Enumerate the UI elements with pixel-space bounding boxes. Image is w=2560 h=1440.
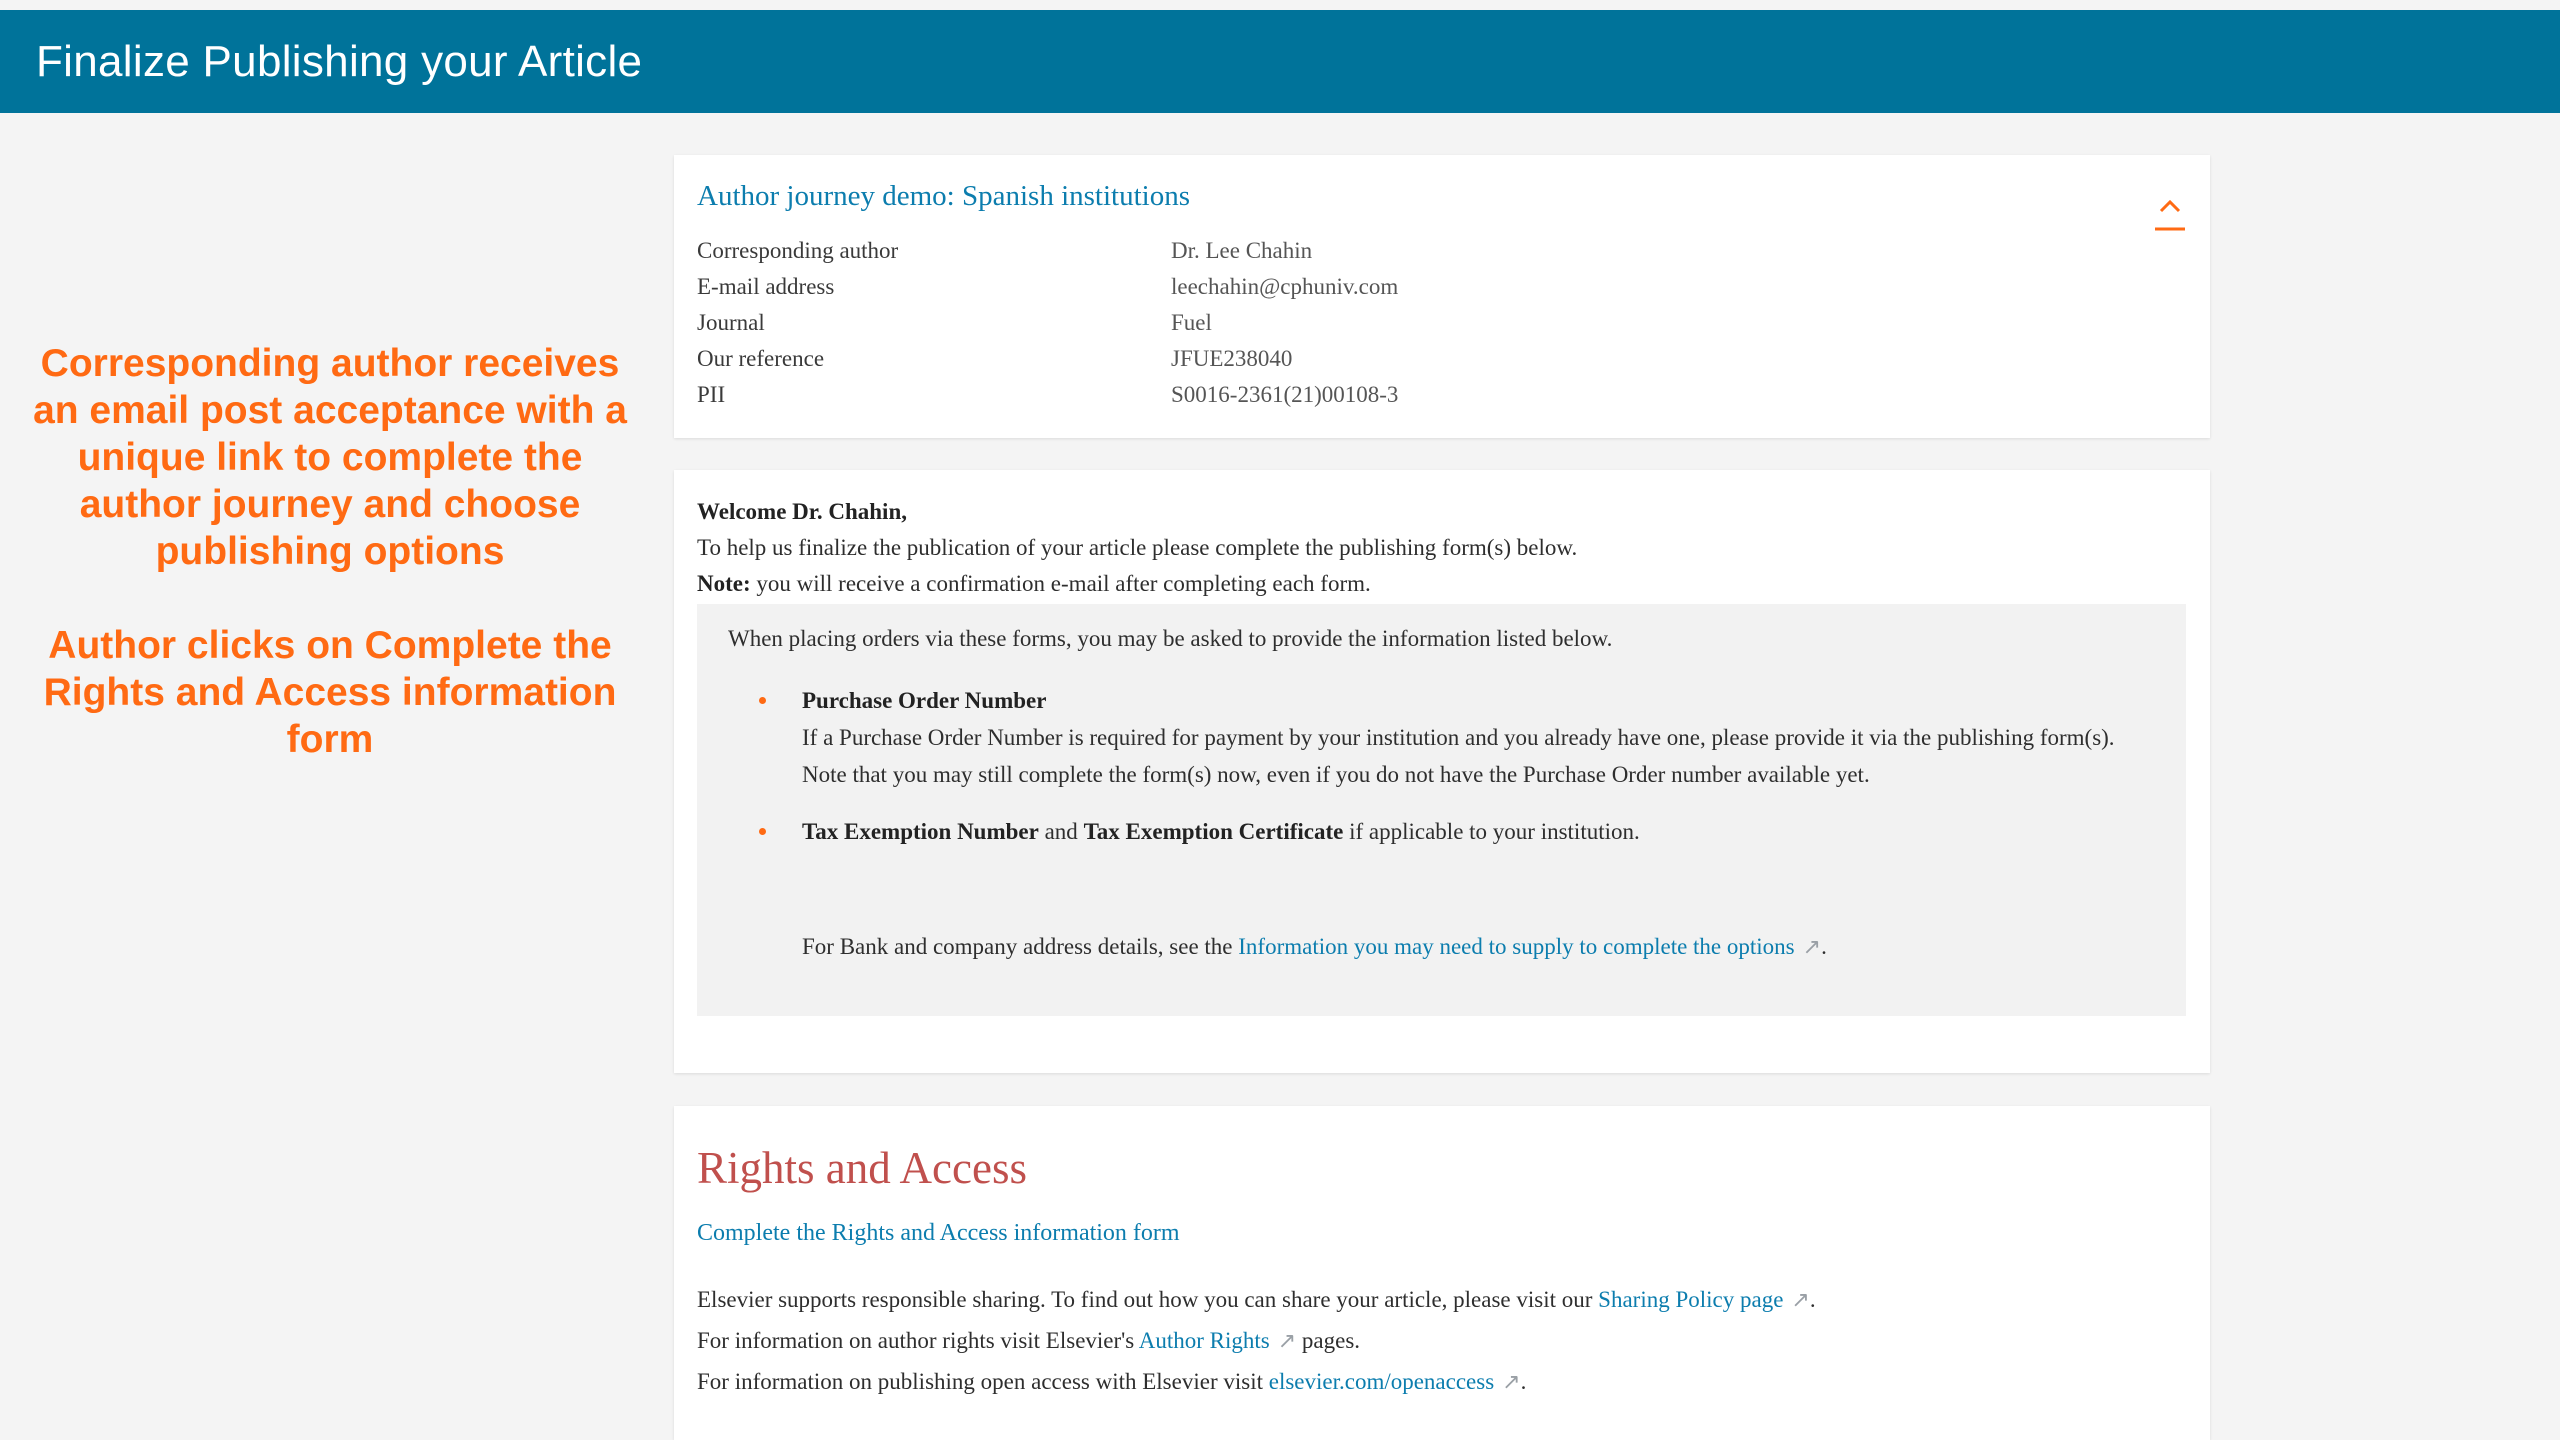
info-label: Our reference	[697, 346, 825, 371]
panel-intro: When placing orders via these forms, you may be asked to provide the information listed below.	[728, 626, 1613, 651]
info-label: E-mail address	[697, 274, 835, 299]
info-row-pii	[697, 377, 1398, 413]
info-value: Fuel	[1171, 310, 1212, 335]
external-link-icon[interactable]: ↗	[1277, 1329, 1297, 1354]
bank-details-line	[802, 934, 1827, 960]
info-label: PII	[697, 382, 726, 407]
order-info-panel	[697, 604, 2186, 1016]
bullet-title: Purchase Order Number	[802, 688, 1047, 713]
info-label: Corresponding author	[697, 238, 899, 263]
list-item-tax-exemption	[757, 813, 2157, 850]
complete-rights-form-link[interactable]: Complete the Rights and Access information form	[697, 1220, 1180, 1246]
open-access-line	[697, 1362, 1816, 1403]
page-title: Finalize Publishing your Article	[36, 36, 643, 86]
bullet-bold: Tax Exemption Certificate	[1083, 819, 1344, 844]
bank-suffix: .	[1821, 934, 1827, 959]
author-rights-prefix: For information on author rights visit Elsevier's	[697, 1328, 1139, 1353]
info-row-email	[697, 269, 1398, 305]
bullet-dot	[759, 697, 766, 704]
external-link-icon[interactable]: ↗	[1802, 935, 1822, 960]
note-text: you will receive a confirmation e-mail after completing each form.	[750, 571, 1371, 596]
sharing-suffix: .	[1809, 1287, 1816, 1312]
sharing-line	[697, 1280, 1816, 1321]
info-value: S0016-2361(21)00108-3	[1171, 382, 1399, 407]
bullet-dot	[759, 828, 766, 835]
welcome-greeting: Welcome Dr. Chahin,	[697, 499, 907, 524]
welcome-note	[697, 566, 1577, 602]
welcome-instructions: To help us finalize the publication of your article please complete the publishing form(s) below.	[697, 535, 1578, 560]
article-info-table	[697, 233, 1398, 413]
info-label: Journal	[697, 310, 765, 335]
info-row-corresponding-author	[697, 233, 1398, 269]
annotation-click-form: Author clicks on Complete the Rights and Access information form	[43, 624, 617, 761]
order-info-list	[757, 682, 2157, 850]
author-rights-suffix: pages.	[1296, 1328, 1361, 1353]
external-link-icon[interactable]: ↗	[1791, 1288, 1810, 1313]
info-supply-link[interactable]: Information you may need to supply to complete the options	[1238, 934, 1795, 959]
info-row-journal	[697, 305, 1398, 341]
welcome-card	[674, 470, 2210, 1073]
chevron-up-icon[interactable]	[2153, 191, 2187, 233]
top-strip	[0, 0, 2560, 10]
bullet-bold: Tax Exemption Number	[802, 819, 1039, 844]
info-value: leechahin@cphuniv.com	[1171, 274, 1399, 299]
open-access-suffix: .	[1520, 1369, 1527, 1394]
bank-prefix: For Bank and company address details, see the	[802, 934, 1239, 959]
bullet-text: if applicable to your institution.	[1343, 819, 1640, 844]
external-link-icon[interactable]: ↗	[1502, 1370, 1521, 1395]
article-title-link[interactable]: Author journey demo: Spanish institutions	[697, 180, 1190, 212]
list-item-purchase-order	[757, 682, 2157, 793]
rights-info-text	[697, 1280, 1816, 1403]
info-row-reference	[697, 341, 1398, 377]
author-rights-link[interactable]: Author Rights	[1138, 1328, 1270, 1353]
article-details-card	[674, 155, 2210, 438]
rights-access-card	[674, 1106, 2210, 1440]
page-header	[0, 10, 2560, 113]
rights-access-heading: Rights and Access	[697, 1143, 1027, 1193]
open-access-link[interactable]: elsevier.com/openaccess	[1268, 1369, 1495, 1394]
welcome-text	[697, 494, 1577, 602]
author-rights-line	[697, 1321, 1816, 1362]
info-value: JFUE238040	[1171, 346, 1293, 371]
open-access-prefix: For information on publishing open access with Elsevier visit	[697, 1369, 1269, 1394]
annotation-email-link: Corresponding author receives an email post acceptance with a unique link to complete the author journey and choose publishing options	[33, 342, 627, 573]
info-value: Dr. Lee Chahin	[1171, 238, 1313, 263]
bullet-text: If a Purchase Order Number is required for payment by your institution and you already have one, please provide it via the publishing form(s). Note that you may still complete the form(s) now, even if you do not have the Purchase Order number available yet.	[802, 725, 2115, 787]
sharing-prefix: Elsevier supports responsible sharing. To find out how you can share your article, please visit our	[697, 1287, 1599, 1312]
note-label: Note:	[697, 571, 751, 596]
bullet-connector: and	[1038, 819, 1084, 844]
sharing-policy-link[interactable]: Sharing Policy page	[1598, 1287, 1784, 1312]
